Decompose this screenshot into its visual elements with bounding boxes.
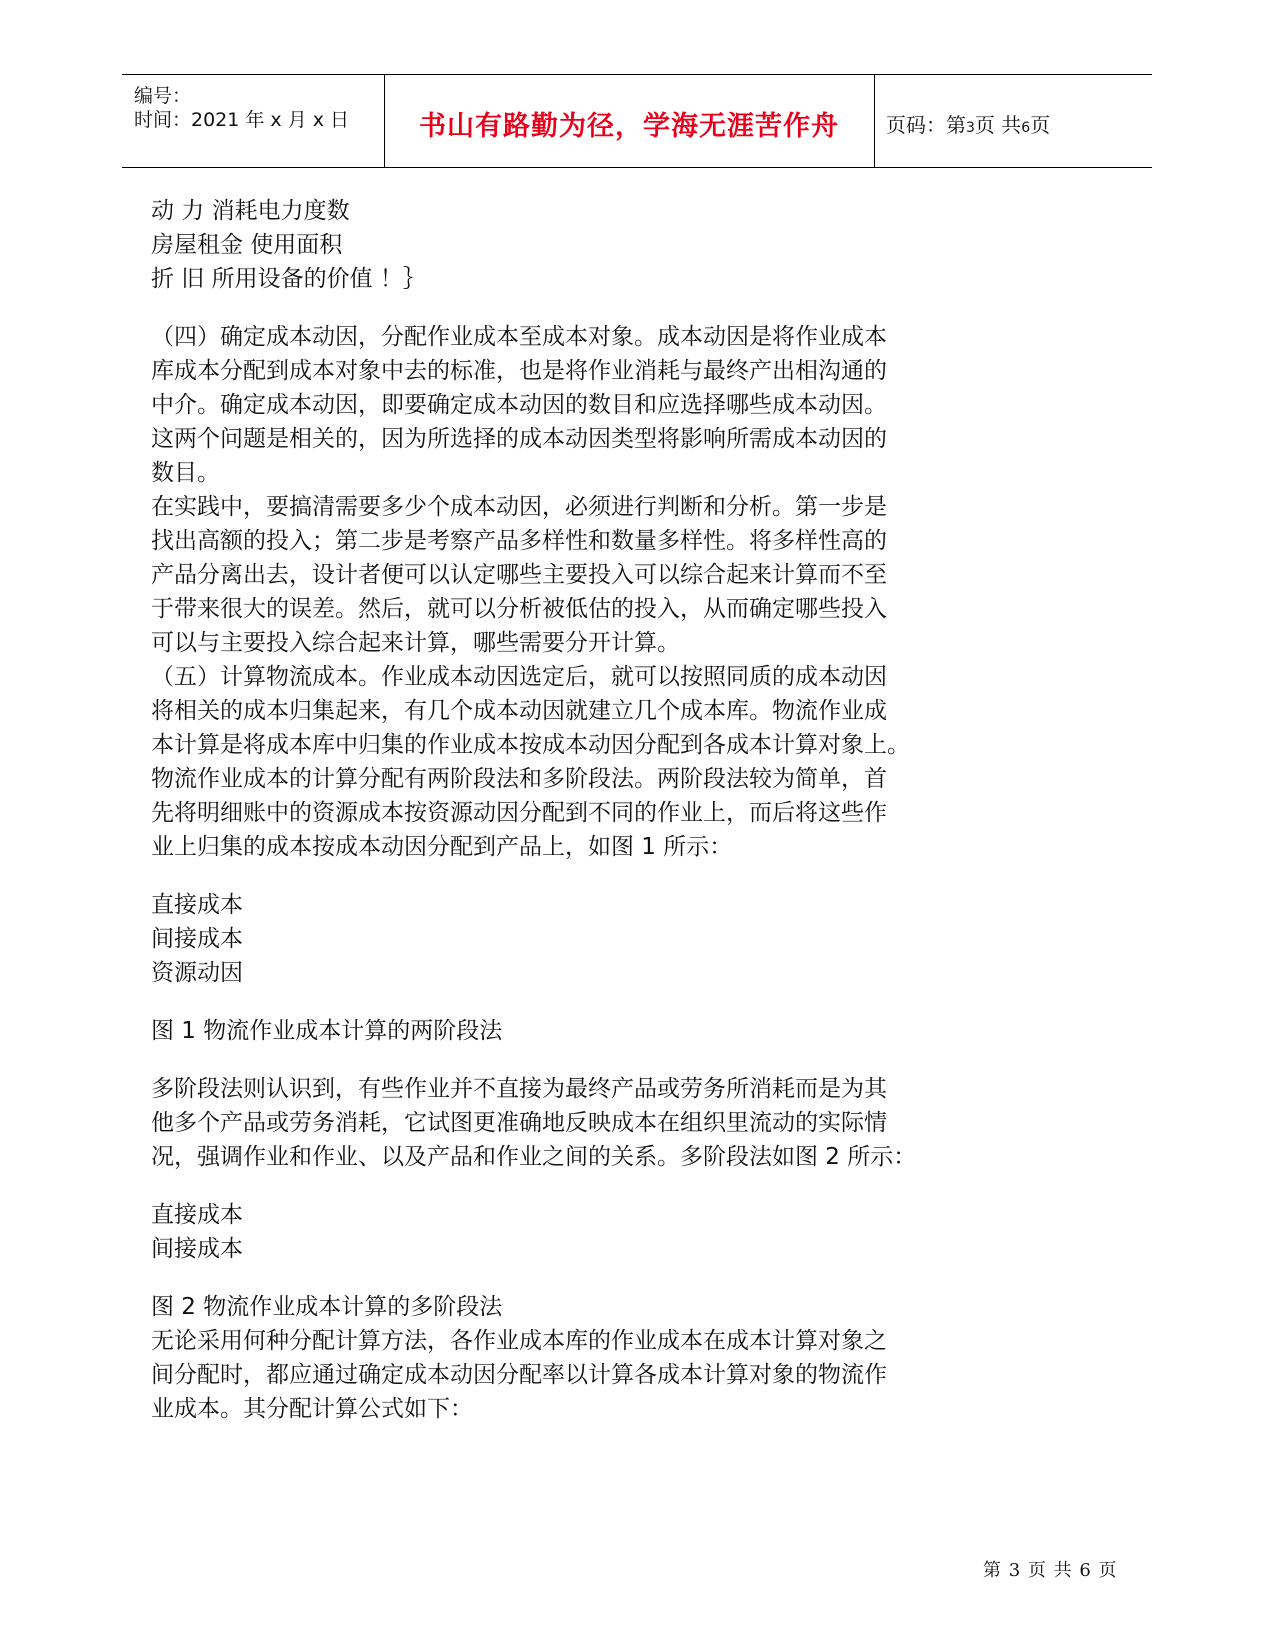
text-line: 物流作业成本的计算分配有两阶段法和多阶段法。两阶段法较为简单，首 bbox=[151, 766, 887, 792]
text-line: （四）确定成本动因，分配作业成本至成本对象。成本动因是将作业成本 bbox=[151, 324, 887, 350]
figure-label: 间接成本 bbox=[151, 926, 243, 952]
text-line: 本计算是将成本库中归集的作业成本按成本动因分配到各成本计算对象上。 bbox=[151, 732, 910, 758]
text-line: 多阶段法则认识到，有些作业并不直接为最终产品或劳务所消耗而是为其 bbox=[151, 1076, 887, 1102]
table-row: 动 力 消耗电力度数 bbox=[151, 198, 350, 224]
text-line: 于带来很大的误差。然后，就可以分析被低估的投入，从而确定哪些投入 bbox=[151, 596, 887, 622]
document-number-label: 编号： bbox=[134, 85, 192, 107]
page-footer: 第 3 页 共 6 页 bbox=[983, 1560, 1118, 1581]
header-motto-cell bbox=[384, 75, 875, 167]
text-line: 间分配时，都应通过确定成本动因分配率以计算各成本计算对象的物流作 bbox=[151, 1362, 887, 1388]
page-mid: 页 共 bbox=[974, 113, 1022, 137]
figure-label: 资源动因 bbox=[151, 960, 243, 986]
text-line: 业上归集的成本按成本动因分配到产品上，如图 1 所示： bbox=[151, 834, 733, 860]
text-line: 数目。 bbox=[151, 460, 220, 486]
figure-2-labels bbox=[151, 1198, 971, 1266]
text-line: 库成本分配到成本对象中去的标准，也是将作业消耗与最终产出相沟通的 bbox=[151, 358, 887, 384]
text-line: （五）计算物流成本。作业成本动因选定后，就可以按照同质的成本动因 bbox=[151, 664, 887, 690]
text-line: 他多个产品或劳务消耗，它试图更准确地反映成本在组织里流动的实际情 bbox=[151, 1110, 887, 1136]
table-row: 折 旧 所用设备的价值 ！｝ bbox=[151, 266, 426, 292]
figure-label: 直接成本 bbox=[151, 892, 243, 918]
figure-label: 直接成本 bbox=[151, 1202, 243, 1228]
figure-1-labels bbox=[151, 888, 971, 990]
header-page-number bbox=[886, 109, 1050, 138]
page-suffix: 页 bbox=[1030, 113, 1051, 137]
text-line: 将相关的成本归集起来，有几个成本动因就建立几个成本库。物流作业成 bbox=[151, 698, 887, 724]
page-prefix: 页码：第 bbox=[886, 113, 966, 137]
text-line: 中介。确定成本动因，即要确定成本动因的数目和应选择哪些成本动因。 bbox=[151, 392, 887, 418]
text-line: 无论采用何种分配计算方法，各作业成本库的作业成本在成本计算对象之 bbox=[151, 1328, 887, 1354]
document-body bbox=[151, 194, 971, 1426]
cost-driver-table bbox=[151, 194, 971, 296]
figure-1-caption: 图 1 物流作业成本计算的两阶段法 bbox=[151, 1018, 503, 1044]
text-line: 况，强调作业和作业、以及产品和作业之间的关系。多阶段法如图 2 所示： bbox=[151, 1144, 917, 1170]
table-row: 房屋租金 使用面积 bbox=[151, 232, 343, 258]
paragraph-cost-drivers bbox=[151, 320, 971, 864]
text-line: 业成本。其分配计算公式如下： bbox=[151, 1396, 473, 1422]
page-total: 6 bbox=[1021, 120, 1031, 136]
paragraph-allocation bbox=[151, 1324, 971, 1426]
figure-label: 间接成本 bbox=[151, 1236, 243, 1262]
text-line: 产品分离出去，设计者便可以认定哪些主要投入可以综合起来计算而不至 bbox=[151, 562, 887, 588]
document-time-label: 时间：2021 年 x 月 x 日 bbox=[134, 109, 350, 131]
page-header bbox=[122, 74, 1152, 168]
text-line: 可以与主要投入综合起来计算，哪些需要分开计算。 bbox=[151, 630, 680, 656]
text-line: 找出高额的投入；第二步是考察产品多样性和数量多样性。将多样性高的 bbox=[151, 528, 887, 554]
figure-2-caption: 图 2 物流作业成本计算的多阶段法 bbox=[151, 1294, 503, 1320]
header-page-cell bbox=[874, 75, 1152, 167]
text-line: 这两个问题是相关的，因为所选择的成本动因类型将影响所需成本动因的 bbox=[151, 426, 887, 452]
text-line: 先将明细账中的资源成本按资源动因分配到不同的作业上，而后将这些作 bbox=[151, 800, 887, 826]
paragraph-multi-stage bbox=[151, 1072, 971, 1174]
header-motto: 书山有路勤为径，学海无涯苦作舟 bbox=[419, 111, 839, 142]
header-meta-cell bbox=[122, 75, 385, 167]
text-line: 在实践中，要搞清需要多少个成本动因，必须进行判断和分析。第一步是 bbox=[151, 494, 887, 520]
page-current: 3 bbox=[966, 120, 975, 136]
